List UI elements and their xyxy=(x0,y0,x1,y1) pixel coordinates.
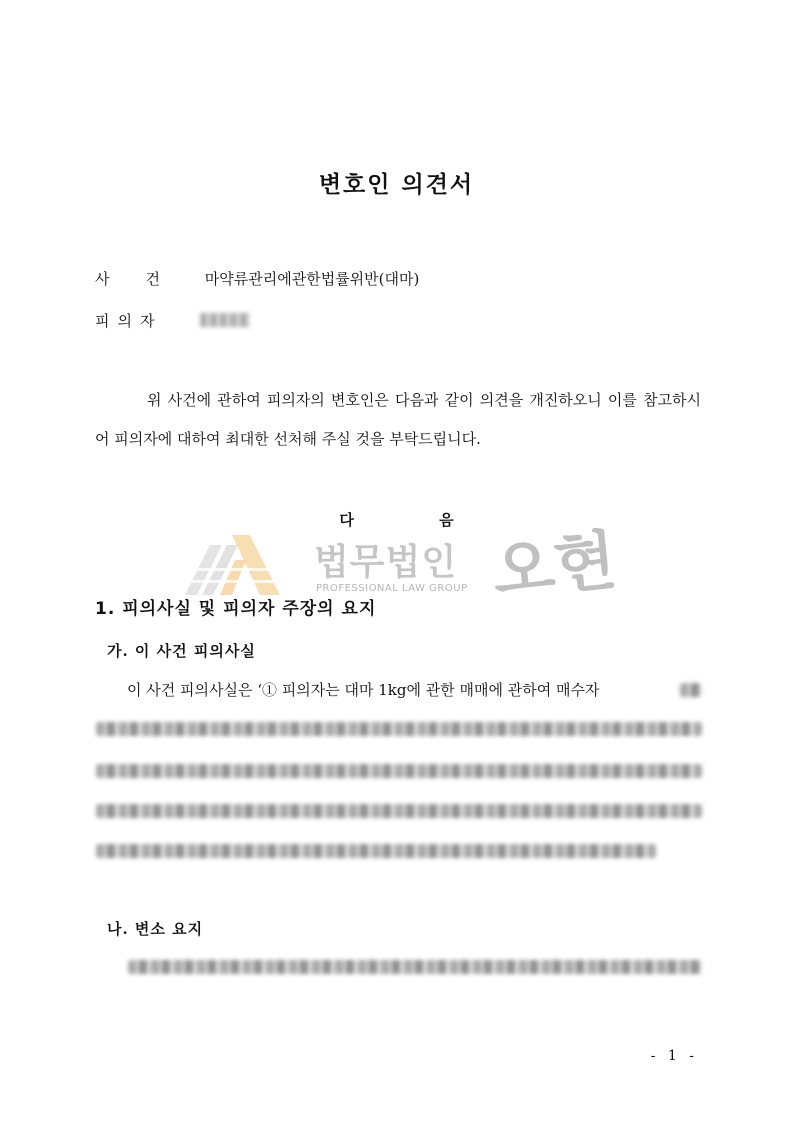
redacted-text-line xyxy=(96,804,702,818)
intro-paragraph xyxy=(95,381,701,459)
suspect-row xyxy=(95,310,200,331)
redacted-text-line xyxy=(680,683,702,697)
redacted-text-line xyxy=(96,764,702,778)
redacted-text-line xyxy=(96,844,656,858)
case-row xyxy=(95,268,419,289)
heading-1a: 가. 이 사건 피의사실 xyxy=(107,642,256,660)
page-number: - 1 - xyxy=(650,1048,698,1064)
suspect-label: 피의자 xyxy=(95,312,163,330)
section-heading: 다 음 xyxy=(339,511,494,529)
facts-paragraph xyxy=(95,671,685,710)
heading-1: 1. 피의사실 및 피의자 주장의 요지 xyxy=(95,599,377,619)
case-value: 마약류관리에관한법률위반(대마) xyxy=(204,270,420,288)
suspect-name-redacted xyxy=(200,313,250,327)
watermark-logo-subtext: PROFESSIONAL LAW GROUP xyxy=(316,583,468,594)
document-title: 변호인 의견서 xyxy=(318,171,475,198)
redacted-text-line xyxy=(128,960,702,974)
facts-text: 이 사건 피의사실은 ‘① 피의자는 대마 1kg에 관한 매매에 관하여 매수자 xyxy=(127,681,600,699)
redacted-text-line xyxy=(96,722,702,736)
watermark-brand-name: 오현 xyxy=(488,522,620,611)
watermark-logo-text: 법무법인 xyxy=(314,542,458,583)
intro-text: 위 사건에 관하여 피의자의 변호인은 다음과 같이 의견을 개진하오니 이를 참고하시어 피의자에 대하여 최대한 선처해 주실 것을 부탁드립니다. xyxy=(95,391,701,448)
heading-1b: 나. 변소 요지 xyxy=(107,920,204,938)
case-label: 사건 xyxy=(95,270,196,288)
watermark-logo-icon xyxy=(180,520,300,600)
